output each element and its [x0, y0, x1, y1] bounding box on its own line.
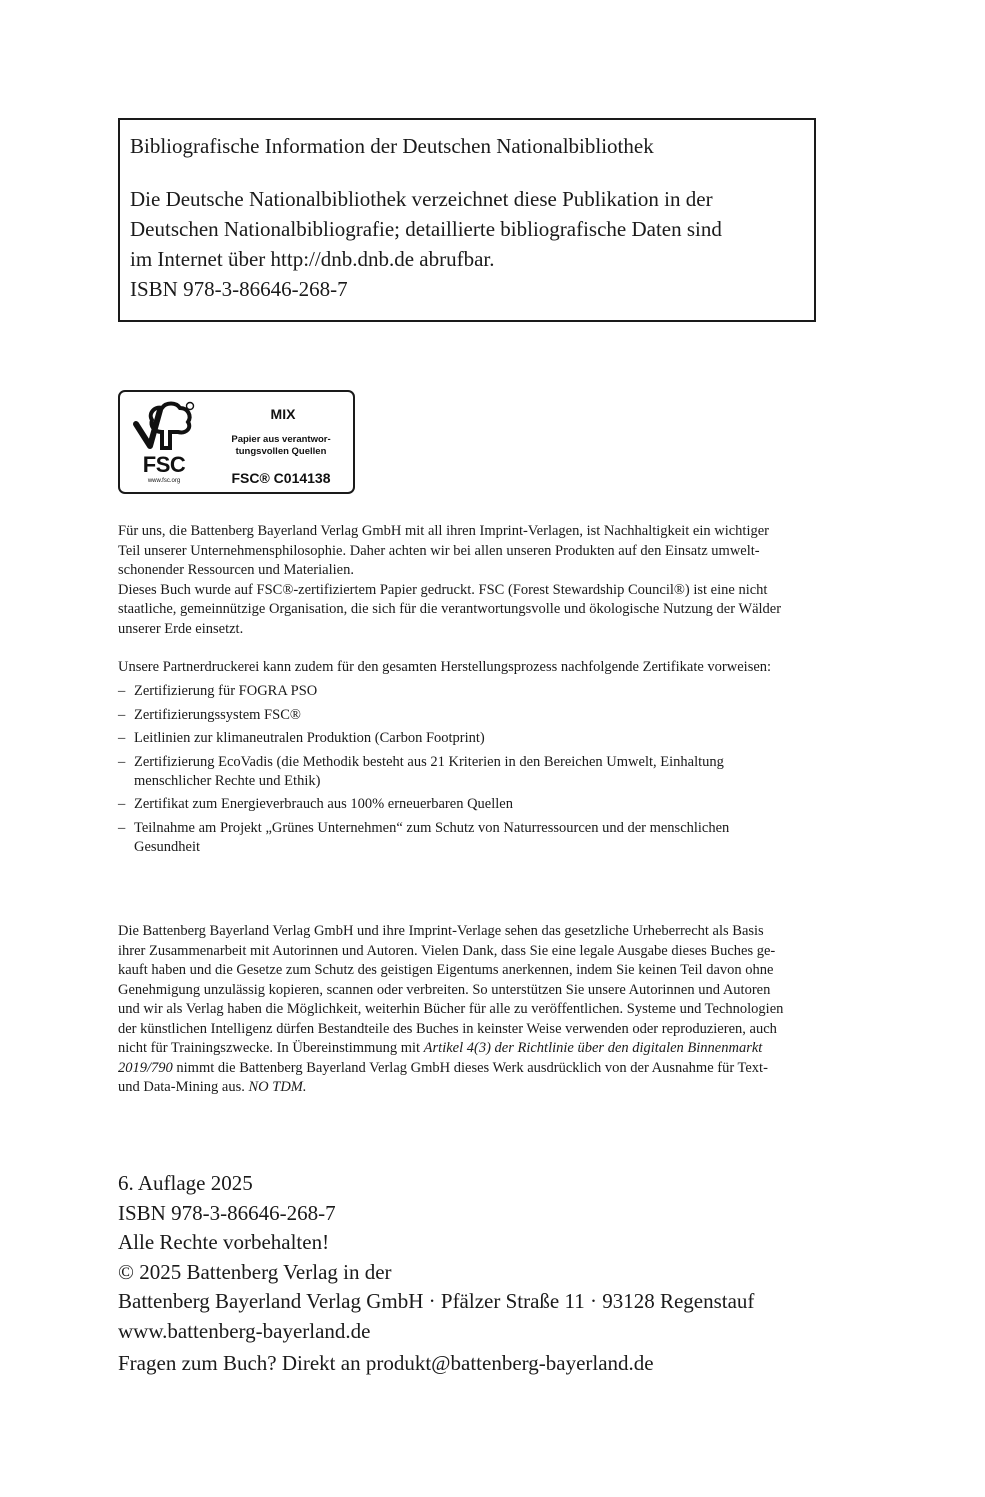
- edition: 6. Auflage 2025: [118, 1171, 253, 1195]
- text-line: der künstlichen Intelligenz dürfen Bestandteile des Buches in keinster Weise verwenden oder reproduzieren, auch: [118, 1020, 777, 1037]
- dnb-line: Deutschen Nationalbibliografie; detaillierte bibliografische Daten sind: [130, 217, 722, 241]
- publisher-website: www.battenberg-bayerland.de: [118, 1318, 371, 1343]
- list-item-text: – Zertifizierung für FOGRA PSO: [134, 683, 318, 699]
- list-item-text: – Zertifizierungssystem FSC®: [134, 706, 301, 723]
- directive-number: 2019/790: [118, 1059, 173, 1076]
- fsc-paper-text: [210, 434, 352, 458]
- fsc-paper-line: Papier aus verantwor-: [231, 434, 331, 445]
- no-tdm-notice: NO TDM.: [248, 1079, 307, 1095]
- text-line: Für uns, die Battenberg Bayerland Verlag GmbH mit all ihren Imprint-Verlagen, ist Nachhaltigkeit ein wichtiger: [118, 523, 769, 539]
- fsc-paper-line: tungsvollen Quellen: [235, 446, 327, 457]
- copyright-paragraph: [118, 922, 870, 1098]
- text-run: und Data-Mining aus.: [118, 1079, 249, 1095]
- dnb-text: [130, 184, 814, 304]
- text-run: nicht für Trainingszwecke. In Übereinstimmung mit: [118, 1040, 424, 1056]
- text-line: ihrer Zusammenarbeit mit Autorinnen und Autoren. Vielen Dank, dass Sie eine legale Ausgabe dieses Buches ge-: [118, 942, 776, 959]
- dnb-isbn: ISBN 978-3-86646-268-7: [130, 277, 348, 301]
- fsc-tree-checkmark-icon: [128, 400, 198, 454]
- contact-line: Fragen zum Buch? Direkt an produkt@battenberg-bayerland.de: [118, 1351, 654, 1375]
- text-line: schonender Ressourcen und Materialien.: [118, 562, 354, 578]
- list-item: [118, 753, 878, 791]
- directive-citation: Artikel 4(3) der Richtlinie über den digitalen Binnenmarkt: [423, 1040, 763, 1056]
- fsc-url: www.fsc.org: [147, 478, 181, 484]
- dnb-title: Bibliografische Information der Deutschen Nationalbibliothek: [130, 134, 654, 158]
- rights-reserved: Alle Rechte vorbehalten!: [118, 1230, 330, 1255]
- text-line: und wir als Verlag haben die Möglichkeit, weiterhin Bücher für alle zu veröffentlichen. Systeme und Technologien: [118, 1001, 784, 1017]
- text-line: Teil unserer Unternehmensphilosophie. Daher achten wir bei allen unseren Produkten auf den Einsatz umwelt-: [118, 542, 760, 559]
- text-line: kauft haben und die Gesetze zum Schutz des geistigen Eigentums anerkennen, indem Sie keinen Teil davon ohne: [118, 962, 774, 978]
- isbn: ISBN 978-3-86646-268-7: [118, 1200, 336, 1225]
- certificates-list: [118, 682, 878, 861]
- text-line: [118, 1059, 870, 1079]
- list-item: [118, 795, 878, 814]
- fsc-license-code: FSC® C014138: [231, 470, 331, 486]
- copyright-line: © 2025 Battenberg Verlag in der: [118, 1259, 392, 1284]
- dnb-line: Die Deutsche Nationalbibliothek verzeichnet diese Publikation in der: [130, 187, 713, 211]
- list-item-text: menschlicher Rechte und Ethik): [134, 772, 321, 789]
- sustainability-paragraph: [118, 522, 870, 639]
- list-item-text: – Leitlinien zur klimaneutralen Produktion (Carbon Footprint): [134, 730, 485, 746]
- fsc-logo: [124, 396, 202, 488]
- text-line: Die Battenberg Bayerland Verlag GmbH und ihre Imprint-Verlage sehen das gesetzliche Urheberrecht als Basis: [118, 923, 764, 939]
- fsc-logo-word: FSC: [142, 452, 186, 477]
- list-item: [118, 682, 878, 701]
- publisher-address: Battenberg Bayerland Verlag GmbH · Pfälzer Straße 11 · 93128 Regenstauf: [118, 1289, 755, 1314]
- text-run: nimmt die Battenberg Bayerland Verlag GmbH dieses Werk ausdrücklich von der Ausnahme für Text-: [172, 1059, 768, 1076]
- fsc-label: [118, 390, 355, 494]
- dnb-info-box: [118, 118, 816, 322]
- list-item: [118, 819, 878, 857]
- list-item-text: – Zertifizierung EcoVadis (die Methodik besteht aus 21 Kriterien in den Bereichen Umwelt, Einhaltung: [134, 753, 724, 770]
- list-item-text: Gesundheit: [134, 838, 201, 855]
- list-item-text: – Zertifikat zum Energieverbrauch aus 100% erneuerbaren Quellen: [134, 796, 513, 812]
- text-line: Dieses Buch wurde auf FSC®-zertifiziertem Papier gedruckt. FSC (Forest Stewardship Council®) ist eine nicht: [118, 581, 768, 598]
- text-line: [118, 1039, 870, 1059]
- list-item-text: – Teilnahme am Projekt „Grünes Unternehmen“ zum Schutz von Naturressourcen und der menschlichen: [134, 819, 730, 836]
- list-item: [118, 729, 878, 748]
- text-line: Genehmigung unzulässig kopieren, scannen oder verbreiten. So unterstützen Sie unsere Autorinnen und Autoren: [118, 981, 771, 998]
- fsc-mix: MIX: [270, 406, 296, 422]
- text-line: [118, 1078, 870, 1098]
- certificates-intro: Unsere Partnerdruckerei kann zudem für den gesamten Herstellungsprozess nachfolgende Zertifikate vorweisen:: [118, 659, 772, 675]
- text-line: staatliche, gemeinnützige Organisation, die sich für die verantwortungsvolle und ökologische Nutzung der Wälder: [118, 601, 782, 617]
- text-line: unserer Erde einsetzt.: [118, 620, 244, 637]
- imprint-block: [118, 1169, 754, 1347]
- list-item: [118, 706, 878, 725]
- dnb-url-line: im Internet über http://dnb.dnb.de abrufbar.: [130, 247, 495, 271]
